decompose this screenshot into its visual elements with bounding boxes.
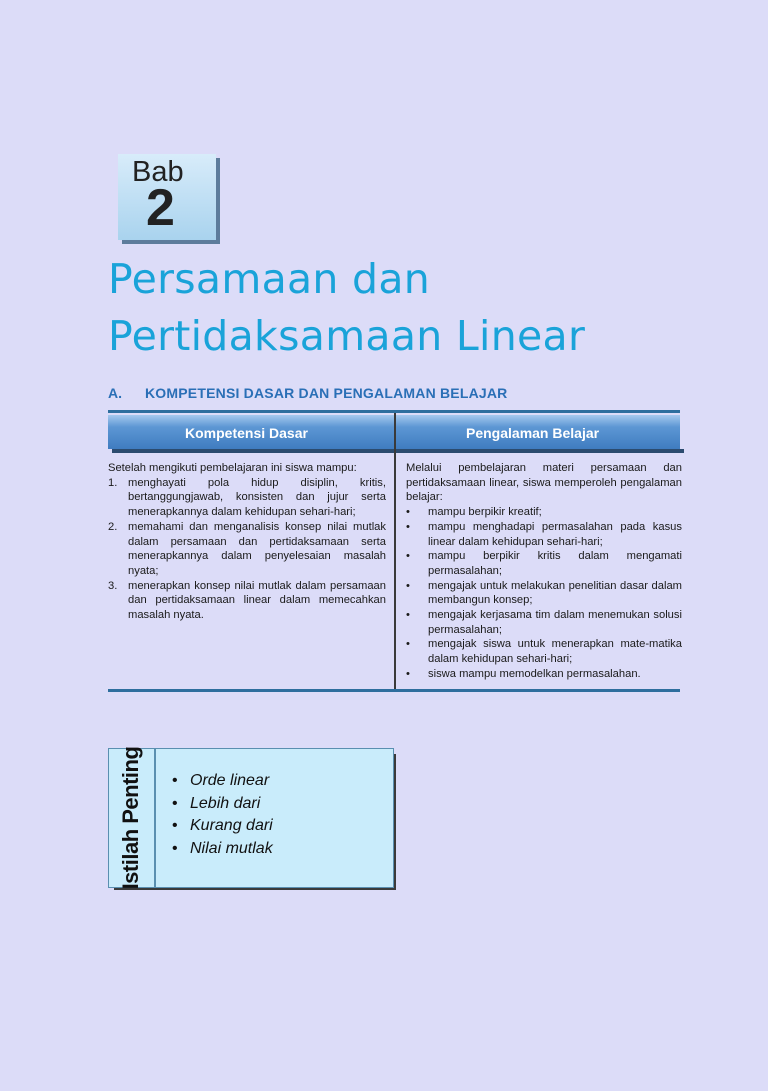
istilah-label-tab [108, 748, 154, 888]
section-letter: A. [108, 385, 122, 401]
list-item [406, 520, 682, 549]
bullet-icon: • [406, 638, 410, 651]
bullet-icon: • [406, 520, 410, 533]
list-item-text: memahami dan menganalisis konsep nilai mutlak dalam persamaan dan pertidaksamaan serta menerapkannya dalam penyelesaian masalah nyata; [128, 520, 386, 577]
chapter-number: 2 [146, 179, 175, 237]
istilah-divider [154, 748, 156, 888]
bullet-icon: • [406, 579, 410, 592]
list-item: • Lebih dari [172, 793, 273, 816]
pengalaman-belajar-cell [406, 461, 682, 682]
list-number: 3. [108, 579, 118, 592]
chapter-title-line-1: Persamaan dan [108, 255, 431, 303]
kompetensi-list [108, 476, 386, 623]
list-item: • Nilai mutlak [172, 838, 273, 861]
bullet-icon: • [406, 667, 410, 680]
list-item-text: mengajak untuk melakukan penelitian dasar dalam membangun konsep; [428, 579, 682, 607]
kompetensi-dasar-cell [108, 461, 386, 623]
chapter-badge-word: Bab [132, 156, 184, 188]
table-header-shadow [112, 449, 684, 453]
pengalaman-intro: Melalui pembelajaran materi persamaan dan pertidaksamaan linear, siswa memperoleh pengalaman belajar: [406, 462, 682, 504]
list-item [406, 608, 682, 637]
chapter-title [108, 251, 748, 365]
istilah-label: Istilah Penting [118, 746, 143, 890]
list-item [406, 667, 682, 682]
list-item-text: mampu berpikir kritis dalam mengamati permasalahan; [428, 550, 682, 577]
list-item-text: mengajak kerjasama tim dalam menemukan solusi permasalahan; [428, 609, 682, 636]
list-item-text: menghayati pola hidup disiplin, kritis, bertanggungjawab, konsisten dan jujur serta menerapkannya dalam kehidupan sehari-hari; [128, 476, 386, 519]
bullet-icon: • [406, 609, 410, 622]
list-item-text: mampu berpikir kreatif; [428, 506, 542, 519]
list-item: • Kurang dari [172, 815, 273, 838]
list-item-text: menerapkan konsep nilai mutlak dalam persamaan dan pertidaksamaan linear dalam memecahkan masalah nyata. [128, 579, 386, 622]
list-item [406, 579, 682, 608]
chapter-title-line-2: Pertidaksamaan Linear [108, 312, 586, 360]
section-heading: KOMPETENSI DASAR DAN PENGALAMAN BELAJAR [145, 385, 508, 401]
istilah-term-list [172, 770, 273, 860]
list-item-text: mengajak siswa untuk menerapkan mate-matika dalam kehidupan sehari-hari; [428, 638, 682, 666]
pengalaman-list [406, 505, 682, 681]
list-item [108, 520, 386, 579]
list-number: 2. [108, 520, 118, 533]
table-bottom-rule [108, 689, 680, 692]
kompetensi-intro: Setelah mengikuti pembelajaran ini siswa mampu: [108, 462, 357, 474]
header-pengalaman-belajar: Pengalaman Belajar [466, 425, 600, 441]
list-item [406, 637, 682, 666]
header-kompetensi-dasar: Kompetensi Dasar [185, 425, 308, 441]
bullet-icon: • [406, 550, 410, 563]
table-column-divider [394, 413, 396, 691]
list-item [406, 505, 682, 520]
list-item [108, 579, 386, 623]
list-number: 1. [108, 476, 118, 489]
list-item: • Orde linear [172, 770, 273, 793]
list-item [406, 549, 682, 578]
list-item-text: mampu menghadapi permasalahan pada kasus linear dalam kehidupan sehari-hari; [428, 520, 682, 548]
list-item [108, 476, 386, 520]
bullet-icon: • [406, 506, 410, 519]
list-item-text: siswa mampu memodelkan permasalahan. [428, 667, 641, 680]
